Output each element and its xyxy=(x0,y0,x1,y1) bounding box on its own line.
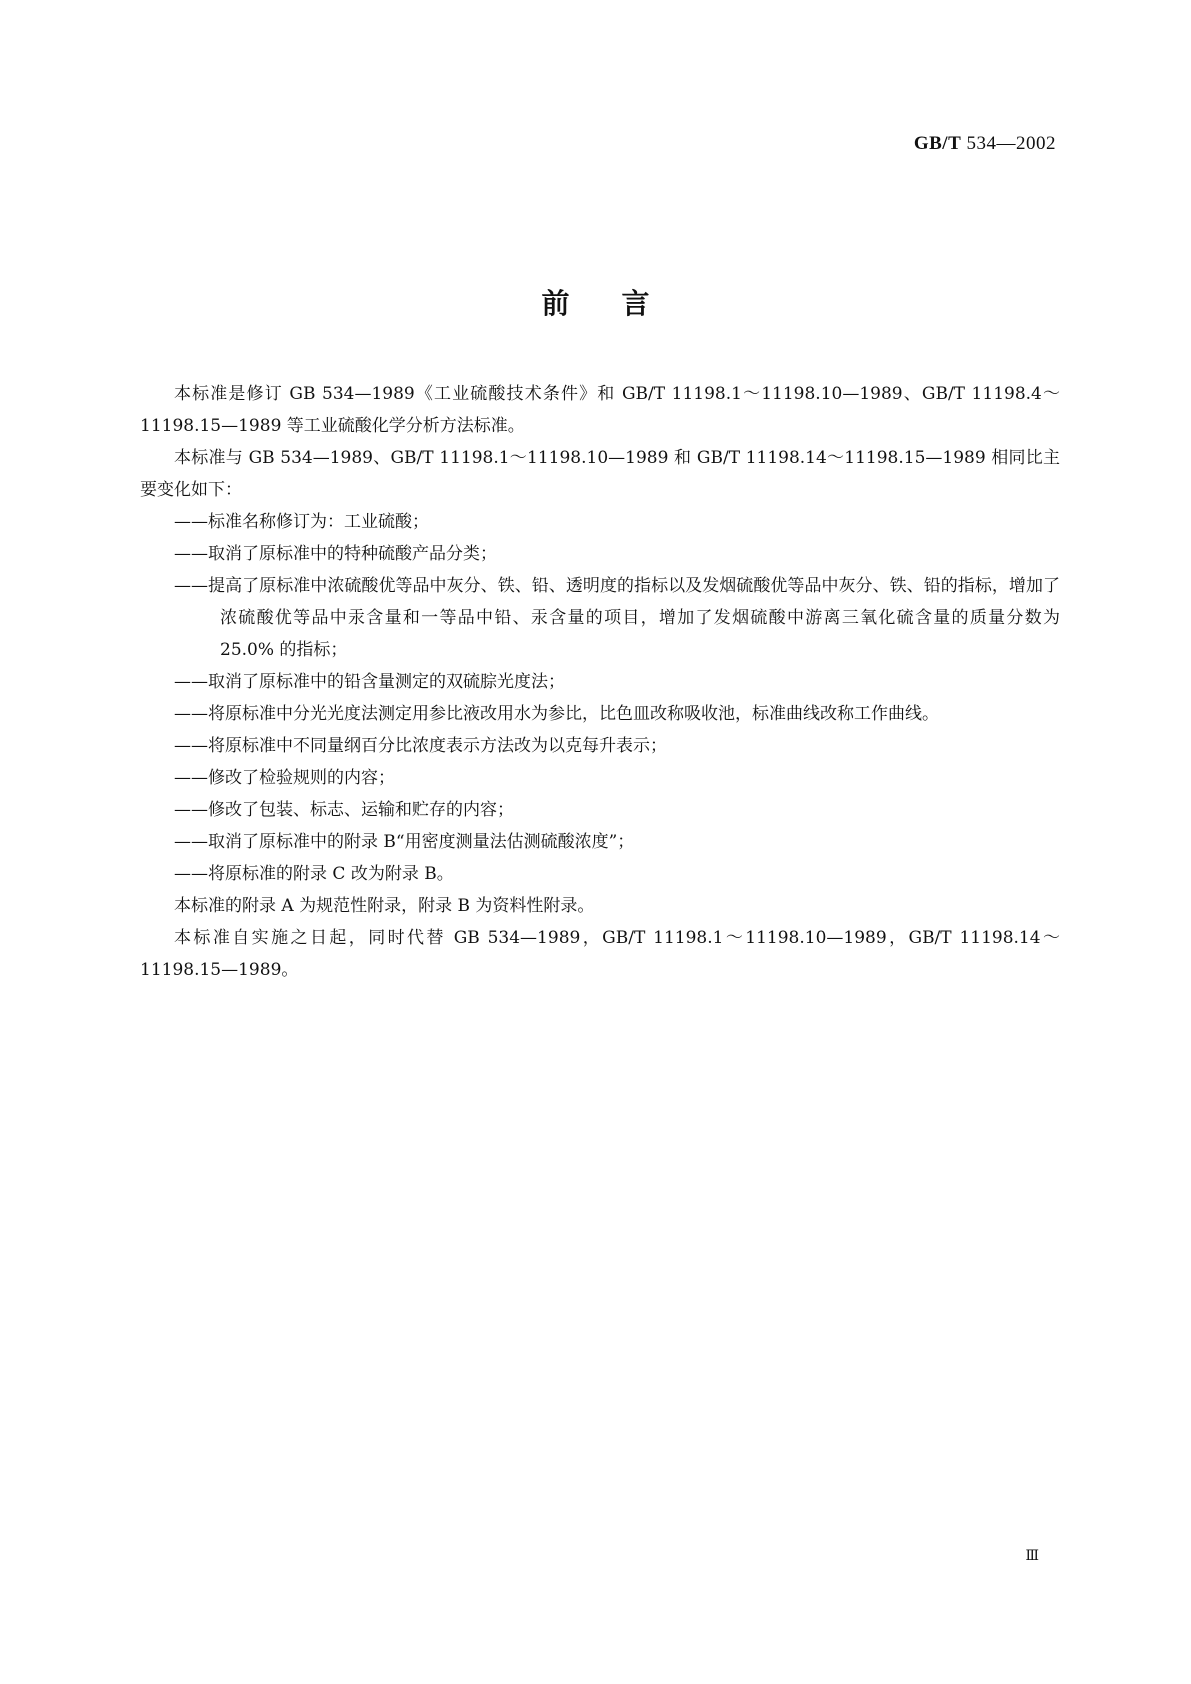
changes-intro-paragraph: 本标准与 GB 534—1989、GB/T 11198.1～11198.10—1989 和 GB/T 11198.14～11198.15—1989 相同比主要变化如下： xyxy=(140,448,1060,500)
change-item: ——取消了原标准中的铅含量测定的双硫腙光度法； xyxy=(174,672,565,692)
standard-code xyxy=(914,133,1056,155)
change-item: ——修改了包装、标志、运输和贮存的内容； xyxy=(174,800,514,820)
intro-paragraph: 本标准是修订 GB 534—1989《工业硫酸技术条件》和 GB/T 11198.1～11198.10—1989、GB/T 11198.4～11198.15—1989 等工业硫酸化学分析方法标准。 xyxy=(140,384,1060,436)
foreword-body xyxy=(140,378,1060,986)
supersede-paragraph: 本标准自实施之日起，同时代替 GB 534—1989，GB/T 11198.1～11198.10—1989，GB/T 11198.14～11198.15—1989。 xyxy=(140,928,1060,980)
standard-code-prefix: GB/T xyxy=(913,133,962,154)
page-number: Ⅲ xyxy=(1025,1549,1039,1564)
change-item: ——修改了检验规则的内容； xyxy=(174,768,395,788)
standard-code-number: 534—2002 xyxy=(966,133,1056,154)
change-item: ——将原标准中分光光度法测定用参比液改用水为参比，比色皿改称吸收池，标准曲线改称工作曲线。 xyxy=(174,704,939,724)
change-item: ——取消了原标准中的特种硫酸产品分类； xyxy=(174,544,497,564)
change-item: ——取消了原标准中的附录 B“用密度测量法估测硫酸浓度”； xyxy=(174,832,635,852)
change-item: ——标准名称修订为：工业硫酸； xyxy=(174,512,429,532)
change-item: ——提高了原标准中浓硫酸优等品中灰分、铁、铅、透明度的指标以及发烟硫酸优等品中灰分、铁、铅的指标，增加了浓硫酸优等品中汞含量和一等品中铅、汞含量的项目，增加了发烟硫酸中游离三氧化硫含量的质量分数为 25.0% 的指标； xyxy=(174,576,1060,660)
page-title: 前言 xyxy=(541,287,702,320)
change-item: ——将原标准的附录 C 改为附录 B。 xyxy=(174,864,454,884)
appendix-note-paragraph: 本标准的附录 A 为规范性附录，附录 B 为资料性附录。 xyxy=(174,896,595,916)
change-item: ——将原标准中不同量纲百分比浓度表示方法改为以克每升表示； xyxy=(174,736,667,756)
